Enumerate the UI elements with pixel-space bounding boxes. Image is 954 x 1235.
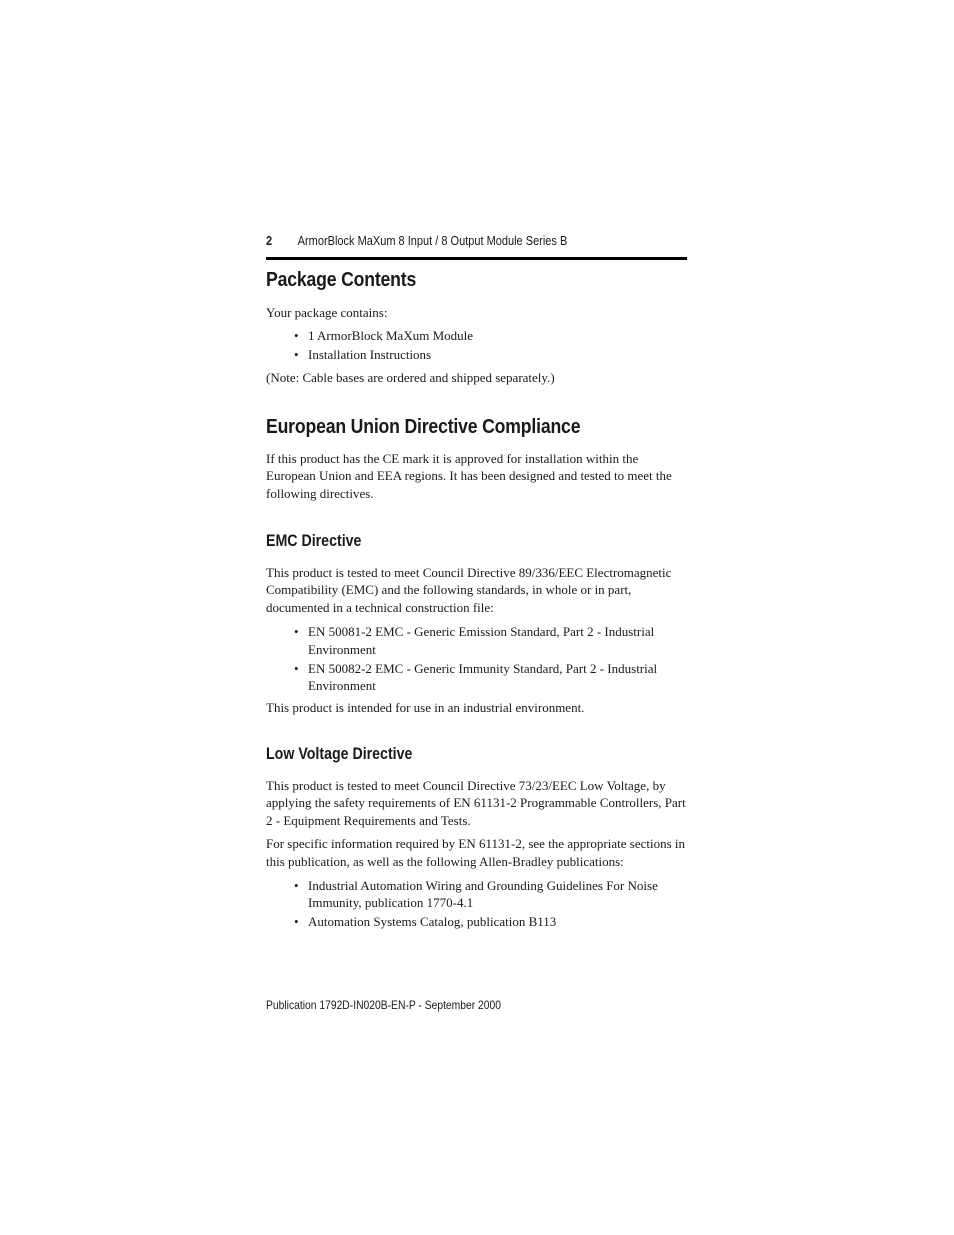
list-item: • Industrial Automation Wiring and Grounding Guidelines For Noise Immunity, publication 1770-4.1 <box>266 877 687 912</box>
running-title: ArmorBlock MaXum 8 Input / 8 Output Module Series B <box>297 234 568 248</box>
low-voltage-para-1: This product is tested to meet Council Directive 73/23/EEC Low Voltage, by applying the safety requirements of EN 61131-2 Programmable Controllers, Part 2 - Equipment Requirements and Tests. <box>266 778 686 828</box>
emc-standards-list <box>266 623 687 694</box>
list-item: • EN 50082-2 EMC - Generic Immunity Standard, Part 2 - Industrial Environment <box>266 660 687 695</box>
document-page <box>266 234 687 1012</box>
list-item: • Automation Systems Catalog, publication B113 <box>266 913 687 930</box>
running-header <box>266 234 687 250</box>
emc-section <box>266 532 687 551</box>
package-contents-intro: Your package contains: <box>266 305 388 320</box>
emc-intro: This product is tested to meet Council Directive 89/336/EEC Electromagnetic Compatibility (EMC) and the following standards, in whole or in part, documented in a technical construction file: <box>266 565 672 615</box>
package-contents-heading: Package Contents <box>266 268 417 291</box>
eu-compliance-body <box>266 450 687 502</box>
eu-compliance-section <box>266 415 687 439</box>
emc-heading: EMC Directive <box>266 532 362 550</box>
emc-closing: This product is intended for use in an industrial environment. <box>266 700 585 716</box>
low-voltage-body <box>266 777 687 932</box>
eu-compliance-heading: European Union Directive Compliance <box>266 415 581 438</box>
emc-body <box>266 564 687 717</box>
header-rule <box>266 257 687 260</box>
package-contents-body <box>266 304 687 386</box>
list-item: • Installation Instructions <box>266 346 687 363</box>
eu-compliance-intro: If this product has the CE mark it is approved for installation within the European Union and EEA regions. It has been designed and tested to meet the following directives. <box>266 451 672 501</box>
package-contents-note: (Note: Cable bases are ordered and shipped separately.) <box>266 369 555 385</box>
publication-footer: Publication 1792D-IN020B-EN-P - September 2000 <box>266 998 502 1012</box>
low-voltage-publications-list <box>266 877 687 931</box>
low-voltage-section <box>266 745 687 764</box>
list-item: • 1 ArmorBlock MaXum Module <box>266 327 687 344</box>
low-voltage-heading: Low Voltage Directive <box>266 745 413 763</box>
package-contents-list <box>266 327 687 363</box>
list-item: • EN 50081-2 EMC - Generic Emission Standard, Part 2 - Industrial Environment <box>266 623 687 658</box>
low-voltage-para-2: For specific information required by EN 61131-2, see the appropriate sections in this publication, as well as the following Allen-Bradley publications: <box>266 836 686 869</box>
page-number: 2 <box>266 234 273 248</box>
package-contents-section <box>266 268 687 292</box>
